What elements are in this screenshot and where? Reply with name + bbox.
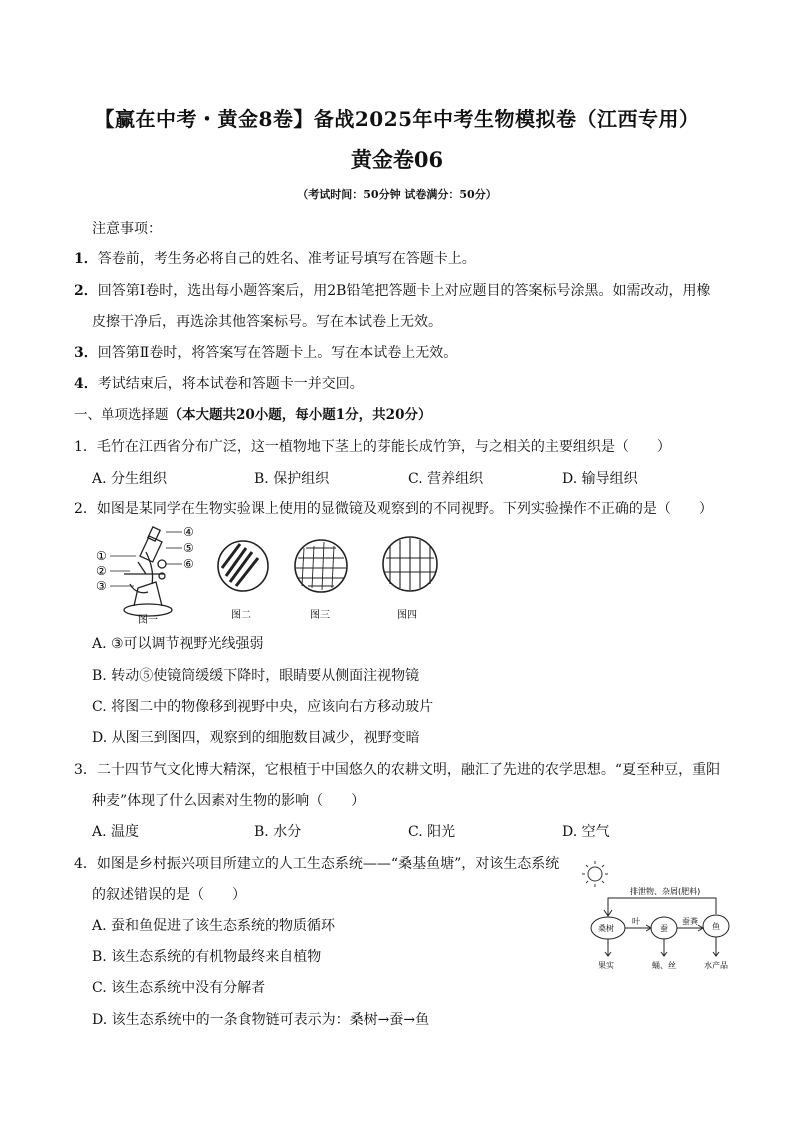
note-number: 2． bbox=[74, 283, 98, 299]
section-title: 一、单项选择题 bbox=[74, 407, 169, 423]
microscope-icon bbox=[124, 527, 172, 616]
node-silkworm: 蚕 bbox=[660, 924, 668, 933]
option-d: D. 输导组织 bbox=[562, 471, 638, 487]
question-text: 如图是某同学在生物实验课上使用的显微镜及观察到的不同视野。下列实验操作不正确的是（ ） bbox=[96, 501, 713, 517]
question-number: 2． bbox=[74, 501, 97, 517]
output-pupa-silk: 蛹、丝 bbox=[652, 961, 676, 970]
question-text-continued: 种麦”体现了什么因素对生物的影响（ ） bbox=[92, 793, 366, 809]
note-number: 4． bbox=[74, 376, 98, 392]
option-c: C. 该生态系统中没有分解者 bbox=[92, 980, 266, 996]
label-5: ⑤ bbox=[183, 541, 194, 555]
sun-icon bbox=[582, 861, 608, 887]
node-fish: 鱼 bbox=[712, 922, 720, 931]
question-text: 二十四节气文化博大精深，它根植于中国悠久的农耕文明，融汇了先进的农学思想。“夏至种豆，重阳 bbox=[96, 762, 721, 778]
option-d: D. 从图三到图四，观察到的细胞数目减少，视野变暗 bbox=[92, 730, 420, 746]
paper-subtitle: 黄金卷06 bbox=[350, 147, 444, 172]
view-4 bbox=[383, 537, 437, 591]
option-a: A. 温度 bbox=[92, 824, 140, 840]
output-aquatic: 水产品 bbox=[704, 961, 728, 970]
option-c: C. 营养组织 bbox=[408, 471, 484, 487]
question-text: 毛竹在江西省分布广泛，这一植物地下茎上的芽能长成竹笋，与之相关的主要组织是（ ） bbox=[96, 439, 671, 455]
option-a: A. ③可以调节视野光线强弱 bbox=[92, 636, 264, 652]
label-1: ① bbox=[96, 549, 107, 563]
caption-fig-4: 图四 bbox=[397, 610, 417, 621]
microscope-figure bbox=[90, 522, 450, 628]
option-a: A. 蚕和鱼促进了该生态系统的物质循环 bbox=[92, 918, 336, 934]
question-1 bbox=[74, 436, 671, 456]
option-c: C. 阳光 bbox=[408, 824, 456, 840]
diagram-top-label: 排泄物、杂屑(肥料) bbox=[630, 887, 701, 896]
note-item bbox=[74, 373, 364, 393]
note-item bbox=[74, 280, 710, 300]
label-3: ③ bbox=[96, 579, 107, 593]
notes-heading: 注意事项： bbox=[92, 221, 162, 237]
arrow-label-droppings: 蚕粪 bbox=[682, 917, 698, 926]
note-text: 答卷前，考生务必将自己的姓名、准考证号填写在答题卡上。 bbox=[97, 251, 476, 267]
option-a: A. 分生组织 bbox=[92, 471, 168, 487]
question-number: 1． bbox=[74, 439, 97, 455]
arrow-label-leaf: 叶 bbox=[632, 917, 640, 926]
page-title: 【赢在中考・黄金8卷】备战2025年中考生物模拟卷（江西专用） bbox=[94, 107, 700, 131]
option-b: B. 保护组织 bbox=[254, 471, 330, 487]
note-text: 回答第Ⅱ卷时，将答案写在答题卡上。写在本试卷上无效。 bbox=[97, 345, 458, 361]
note-text-continued: 皮擦干净后，再选涂其他答案标号。写在本试卷上无效。 bbox=[92, 314, 442, 330]
ecosystem-diagram bbox=[576, 858, 762, 976]
section-detail: （本大题共20小题，每小题1分，共20分） bbox=[168, 407, 432, 423]
section-heading bbox=[74, 403, 431, 423]
note-item bbox=[74, 248, 476, 268]
view-3 bbox=[295, 540, 347, 592]
caption-fig-3: 图三 bbox=[310, 610, 330, 621]
node-mulberry: 桑树 bbox=[598, 924, 614, 933]
question-2 bbox=[74, 498, 713, 518]
question-3 bbox=[74, 759, 720, 779]
view-2 bbox=[218, 541, 268, 591]
option-c: C. 将图二中的物像移到视野中央，应该向右方移动玻片 bbox=[92, 699, 434, 715]
exam-info: （考试时间：50分钟 试卷满分：50分） bbox=[297, 188, 497, 201]
note-item bbox=[74, 342, 457, 362]
note-number: 3． bbox=[74, 345, 98, 361]
caption-fig-2: 图二 bbox=[231, 610, 251, 621]
output-fruit: 果实 bbox=[598, 961, 614, 970]
note-text: 回答第Ⅰ卷时，选出每小题答案后，用2B铅笔把答题卡上对应题目的答案标号涂黑。如需改动，用橡 bbox=[97, 283, 711, 299]
caption-fig-1: 图一 bbox=[138, 615, 158, 626]
label-4: ④ bbox=[183, 525, 194, 539]
question-number: 4． bbox=[74, 856, 97, 872]
note-number: 1． bbox=[74, 251, 98, 267]
question-text-continued: 的叙述错误的是（ ） bbox=[92, 887, 246, 903]
option-b: B. 转动⑤使镜筒缓缓下降时，眼睛要从侧面注视物镜 bbox=[92, 668, 420, 684]
option-d: D. 空气 bbox=[562, 824, 610, 840]
label-6: ⑥ bbox=[183, 557, 194, 571]
option-d: D. 该生态系统中的一条食物链可表示为：桑树→蚕→鱼 bbox=[92, 1012, 430, 1028]
option-b: B. 水分 bbox=[254, 824, 302, 840]
label-2: ② bbox=[96, 564, 107, 578]
note-text: 考试结束后，将本试卷和答题卡一并交回。 bbox=[97, 376, 364, 392]
question-text: 如图是乡村振兴项目所建立的人工生态系统——“桑基鱼塘”，对该生态系统 bbox=[96, 856, 560, 872]
question-number: 3． bbox=[74, 762, 97, 778]
option-b: B. 该生态系统的有机物最终来自植物 bbox=[92, 949, 322, 965]
question-4 bbox=[74, 853, 559, 873]
